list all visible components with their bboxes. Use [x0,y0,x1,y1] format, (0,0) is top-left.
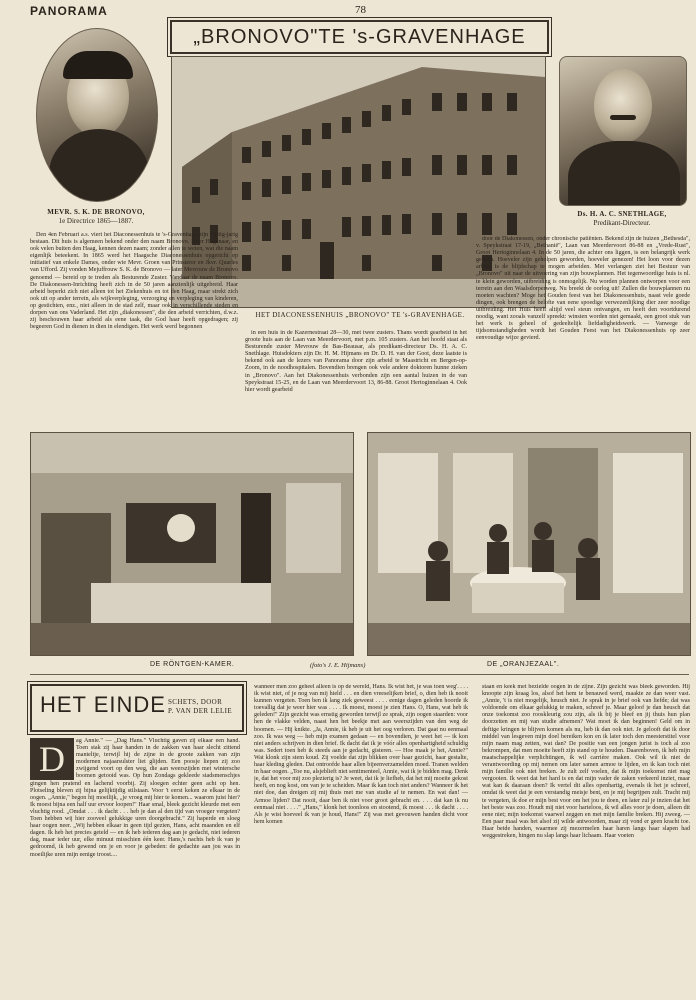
story-column-2 [254,684,468,994]
caption-snethlage [556,210,688,228]
article-paragraph-3: door de Diakonessen, onder chronische patiënten. Bekend zijn de huizen „Bethesda", v. Speykstraat 17-19, „Bethanië", Laan van Meerdervoort 86-88 en „Vrede-Rust", Groot Hertoginnelaan 4. In de 50 jaren, die achter ons liggen, is een belangrijk werk gedaan. Hoeveler zijn geholpen geworden, hoeveler genezen! Het loon voor dezen arbeid is de blijdschap te mogen arbeiden. Met verlangen ziet het Bestuur van „Bronovo" uit naar de uitvoering van zijn bouwplannen. Het tegenwoordige huis is nl. te klein geworden, uitbreiding is onmogelijk. Nu worden plannen ontworpen voor een terrein aan den Waalsdorperweg. Nu breekt de oorlog uit! Zullen die bouwplannen nu moeten wachten? Moge het Gouden feest van het Diakonessenhuis, naast vele goede dingen, ook brengen de belofte van eene spoedige verwezenlijking dier zeer noodige uitbreiding. Het Huis heeft altijd veel steun ontvangen, en heeft den voortdurend noodig, want zooals vanzelf spreekt: winsten worden niet gemaakt, een groot stuk van het werk is geheel of gedeeltelijk liefdadigheidswerk. — Vanwege de tijdsomstandigheden wordt het Gouden Feest van het Diakonessenhuis op zeer eenvoudige wijze gevierd. [476,236,690,342]
story-text-1: ag Annie." — „Dag Hans." Vluchtig gaven zij elkaar een hand. Toen stak zij haar handen in de zakken van haar slecht zittend manteltje, terwijl hij de zijne in de groote zakken van zijn modernen najaarsulster liet glijden. Een poosje liepen zij zoo zwijgend voort op den weg, die aan weerszijden met wintersche boomen getooid was. Op hun Zondags gekleede stadsmenschjes gingen hen pratend en lachend voorbij. Zij sloegen echter geen acht op hen. Plotseling bleven zij bijna gelijktijdig stilstaan. Voor 't eerst keken ze elkaar in de oogen. „Annie," begon hij moeilijk, „je vroeg mij hier te komen... waarom juist hier? Ik moest bijna een half uur ervoor loopen!" Haar smal, bleek gezicht kleurde met een vluchtig rood. „Omdat . . . ik dacht . . . heb je dan al den tijd van vroeger vergeten? Toen hebben wij hier zooveel gelukkige uren doorgebracht." Zij haperde en sloeg haar oogen neer. „Wij hebben elkaar in geen tijd gezien, Hans, acht maanden en elf dagen. Ik heb het precies geteld — en ik heb iederen dag aan je gedacht, niet iederen dag, maar ieder uur, elke minuut misschien één keer. Hans,'s nachts heb ik van je gedroomd, ik heb gewend om je en voor je gebeden: de gedachte aan jou was in moeilijke uren mijn eenige troost.... [30,738,240,858]
masthead: PANORAMA [30,4,108,18]
oranjezaal-photo [367,432,691,656]
story-dropcap: D [30,738,74,780]
article-column-3 [476,236,690,424]
portrait-bronovo [36,28,158,202]
story-column-1 [30,738,240,994]
article-title: „BRONOVO"TE 's-GRAVENHAGE [170,20,549,54]
photo-credit: (foto's J. E. Hijmans) [310,662,366,669]
page-number: 78 [355,4,366,16]
story-title-box [30,684,244,732]
portrait-snethlage [559,56,687,206]
caption-building: HET DIACONESSENHUIS „BRONOVO" TE 's-GRAVENHAGE. [255,311,465,319]
story-column-3 [482,684,690,994]
article-paragraph-1: Den 4en Februari a.s. viert het Diaconessenhuis te 's-Gravenhage zijn vijftig-jarig bestaan. Dit huis is algemeen bekend onder den naam Bronovo. Ieder Hagenaar, en ook velen buiten den Haag, kennen dezen naam; zonder allen te weten, wat die naam eigenlijk beteekent. In 1865 werd het Haagsche Diaconessenhuis opgericht op initiatief van enkele Dames, onder wie Mevr. Groen van Prinsterer en Jkvr. Quarles van Ufford. Zij vonden Mejuffrouw S. K. de Bronovo — later Mevrouw de Bronovo genoemd — bereid op te treden als Besturende Zuster. Vandaar de naam Bronovo. De Diakonessen-Inrichting heeft zich in de 50 jaren aanzienlijk uitgebreid. Haar arbeid beperkt zich niet alleen tot het Ziekenhuis en tot den Haag, maar strekt zich ook uit op ander terrein, als wijkverpleging, verzorging en verpleging van kinderen, op gestichten, enz., niet alleen in de stad zelf, maar ook in verschillende steden en dorpen van ons Vaderland. Het zijn „diakonessen", die den arbeid verrichten, d.w.z. zij beschouwen haar arbeid als eene taak, die God haar heeft opgedragen; zij begeeren God in dienen in dien in elendigen. Het werk werd begonnen [30,232,238,331]
caption-bronovo-name: MEVR. S. K. DE BRONOVO, [47,208,145,216]
article-column-2 [245,330,467,424]
caption-bronovo [26,208,166,226]
story-title: HET EINDE [40,692,166,717]
caption-snethlage-name: Ds. H. A. C. SNETHLAGE, [577,210,667,218]
story-text-3: staan en keek met bezielde oogen in de zijne. Zijn gezicht was bleek geworden. Hij knoopte zijn kraag los, alsof het hem te benauwd werd, maakte ze dan weer vast. „Annie, 't is niet mogelijk, heusch niet. Je sprak in je brief ook van liefde; dat was voldoende om elkaar gelukkig te maken, schreef je. Maar geloof je dan heusch dat onze toekomst zoo rooskleurig zou zijn, als ik bij je bleef en jij thuis hun plan doorzetten en mij van studie afnemen? Wat moet ik dan beginnen! Geld om in deftige kringen te blijven komen als nu, heb ik dan ook niet. Je gelooft dat ik door middel van lesgeven mijn doel bereiken kon en ik later toch den meesterstitel voor mijn naam mag zetten, wat dan? De positie van een jongen jurist is toch al zoo bekrompen, dat men moeite heeft zijn stand op te houden. Daarenboven, ik heb mijn maatschappelijke verplichtingen, ik wil carrière maken. Ook wil ik niet de verantwoording op mij nemen om later samen armoe te lijden, en ik kan toch niet mijn familie ook niet breken. Je zult zelf voelen, dat ik mijn toekomst niet mag vergooien. Ik weet dat het hard is en dat mijn vader de zaken verkeerd inziet, maar wat kan ik daaraan doen? Ik vertel dit alles openhartig, evenals ik het je schreef, omdat ik weet dat je een verstandig meisje bent, en je mij begrijpen zult. Tracht mij te vergeten, ik doe er mijn best voor om het jou te doen, en later zul je inzien dat het het beste was zoo. Houdt mij niet voor harteloos, ik wil alles voor je doen, alleen dit eene niet; mijn toekomst vaarwel zeggen en met mijn familie breken. Hij zweeg. — Een paar maal was het alsof zij wilde antwoorden, maar zij vond er geen kracht toe. Haar beide handen, waarmee zij mezermelen haar haren langs haar slapen had weggestreken, hingen nu slap langs haar lichaam. Haar voeten [482,684,690,839]
caption-snethlage-role: Predikant-Directeur. [593,219,651,227]
caption-bronovo-role: 1e Directrice 1865—1887. [58,217,134,225]
oranjezaal-illustration [368,433,690,655]
story-byline [168,698,232,716]
caption-oranjezaal: DE „ORANJEZAAL". [487,661,560,668]
caption-xray-room: DE RÖNTGEN-KAMER. [150,661,235,668]
article-column-1 [30,232,238,424]
xray-room-illustration [31,433,353,655]
story-text-2: wanneer men zoo geheel alleen is op de wereld, Hans. Ik wist het, je was toen weg'. . . . ik wist niet, of je nog van mij hield . . . en dien vreeselijken brief, o, dien heb ik nooit kunnen vergeten. Toen ben ik lang ziek geweest . . . . eenige dagen geleden hoorde ik toevallig dat je weer hier was . . . . Ik moest, moest je zien Hans. O, Hans, wat heb ik geleden!" Zijn gezicht was ernstig geworden terwijl ze sprak, zijn oogen staarden: voor hen de vlakke velden, naast hen het beekje met aan weerszijden van den weg de boomen. — Hij knikte. „Ja, Annie, ik heb je uit het oog verloren. Dat gaat nu eenmaal zoo. Ik was weg — heb mijn examen gedaan — en bovendien, je weet het — ik kon niet anders schrijven in dien brief. Ik dacht dat ik je vóór alles openhartigheid schuldig was. Sedert toen heb ik steeds aan je gedacht, gisteren. — Hoe maak je het, Annie?" Wat klonk zijn stem koud. Zij voelde dat zijn blikken over haar gezicht, haar gestalte, haar kleding gleden. Dat ontroofde haar allen bijeenverzamelden moed. Tranen welden in haar oogen. „Toe nu, alsjeblieft niet sentimenteel, Annie, wat ik je bidden mag. Denk je, dat het voor mij zoo plezierig is? Je weet, dat ik je liefheb, dat het mij moeite gekost heeft, en nog kost, om van je te scheiden. Maar ik kan toch niet anders? Wanneer ik het niet doe, dan dreigen zij mij thuis met me van studie af te nemen. En wat dan! — Armoe lijden? Dat nooit, daar ben ik niet voor groot gebracht en. . . . dat kan ik nu eenmaal niet . . . ." „Hans," klonk het toonloos en stootend, ik moest . . . ik dacht . . . . Als je wist hoeveel ik van je houd, Hans!" Zij was met gevouwen handen dicht voor hem komen [254,684,468,825]
section-divider [30,674,689,675]
story-byline-2: P. VAN DER LELIE [168,707,233,715]
article-paragraph-2: in een huis in de Kazernestraat 28—30, met twee zusters. Thans wordt gearbeid in het groote huis aan de Laan van Meerdervoort, met p.m. 105 zusters. Aan het hoofd staat als Besturende zuster Mevrouw de Bas-Beausar, als predikant-directeur Ds. H. A. C. Snethlage. Huisdokters zijn Dr. H. M. Hijmans en Dr. D. H. van der Goot, deze laatste is bekend ook aan de lezers van Panorama door zijn arbeid te Maastricht en Bergen-op-Zoom, in de noodhospitalen. Bovendien brengen ook vele andere doktoren hunne zieken in „Bronovo". Aan het Diakonessenhuis verbonden zijn een aantal huizen in de van Speykstraat 15-25, en de Laan van Meerdervoort 13, 86-88. Groot Hertoginnelaan 4. Ook hier wordt gearbeid [245,330,467,393]
xray-room-photo [30,432,354,656]
dropcap-spacer [30,738,76,780]
story-byline-1: SCHETS, DOOR [168,698,223,706]
